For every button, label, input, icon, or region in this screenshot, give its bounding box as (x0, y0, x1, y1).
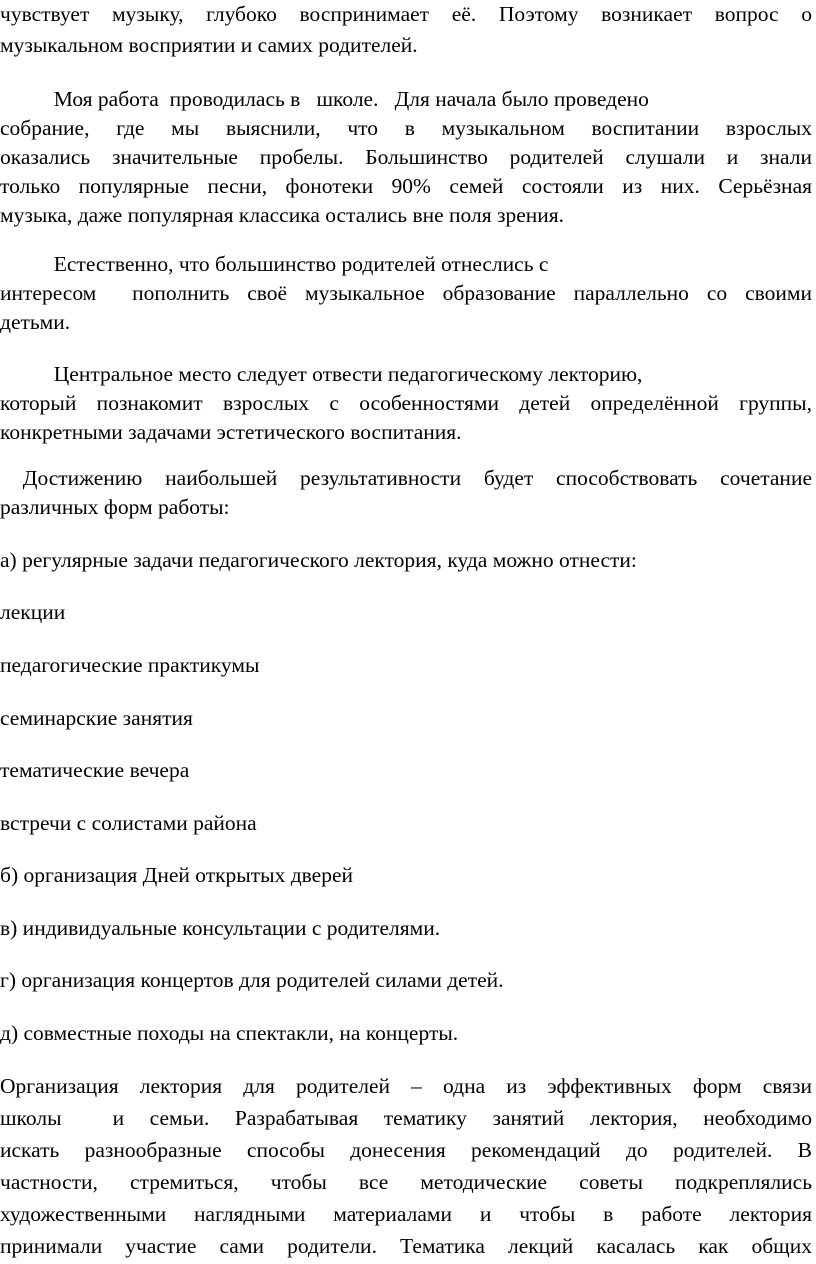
paragraph-line: Достижению наибольшей результативности будет способствовать сочетание (0, 466, 812, 490)
paragraph-line: Центральное место следует отвести педагогическому лекторию, (0, 362, 643, 386)
list-item: педагогические практикумы (0, 653, 260, 677)
paragraph-line: конкретными задачами эстетического воспитания. (0, 420, 462, 444)
paragraph-line: различных форм работы: (0, 495, 230, 519)
list-item: а) регулярные задачи педагогического лектория, куда можно отнести: (0, 548, 637, 572)
paragraph-line: Естественно, что большинство родителей отнеслись с (0, 252, 549, 276)
paragraph-line: только популярные песни, фонотеки 90% семей состояли из них. Серьёзная (0, 174, 812, 198)
paragraph-line: интересом пополнить своё музыкальное образование параллельно со своими (0, 281, 812, 305)
paragraph-line: оказались значительные пробелы. Большинство родителей слушали и знали (0, 145, 812, 169)
paragraph-line: детьми. (0, 310, 71, 334)
list-item: лекции (0, 600, 66, 624)
list-item: семинарские занятия (0, 706, 193, 730)
paragraph-line: собрание, где мы выяснили, что в музыкальном воспитании взрослых (0, 116, 812, 140)
list-item: в) индивидуальные консультации с родителями. (0, 916, 441, 940)
paragraph-line: принимали участие сами родители. Тематика лекций касалась как общих (0, 1234, 812, 1258)
paragraph-line: который познакомит взрослых с особенностями детей определённой группы, (0, 391, 812, 415)
list-item: встречи с солистами района (0, 811, 257, 835)
paragraph-line: музыка, даже популярная классика остались вне поля зрения. (0, 203, 565, 227)
list-item: д) совместные походы на спектакли, на концерты. (0, 1021, 459, 1045)
paragraph-line: Моя работа проводилась в школе. Для начала было проведено (0, 87, 649, 111)
paragraph-line: частности, стремиться, чтобы все методические советы подкреплялись (0, 1170, 812, 1194)
paragraph-line: музыкальном восприятии и самих родителей. (0, 33, 418, 57)
list-item: тематические вечера (0, 758, 190, 782)
paragraph-line: чувствует музыку, глубоко воспринимает её. Поэтому возникает вопрос о (0, 2, 812, 26)
paragraph-line: школы и семьи. Разрабатывая тематику занятий лектория, необходимо (0, 1106, 812, 1130)
paragraph-line: Организация лектория для родителей – одна из эффективных форм связи (0, 1074, 812, 1098)
paragraph-line: художественными наглядными материалами и чтобы в работе лектория (0, 1202, 812, 1226)
list-item: б) организация Дней открытых дверей (0, 863, 354, 887)
list-item: г) организация концертов для родителей силами детей. (0, 968, 504, 992)
paragraph-line: искать разнообразные способы донесения рекомендаций до родителей. В (0, 1138, 812, 1162)
